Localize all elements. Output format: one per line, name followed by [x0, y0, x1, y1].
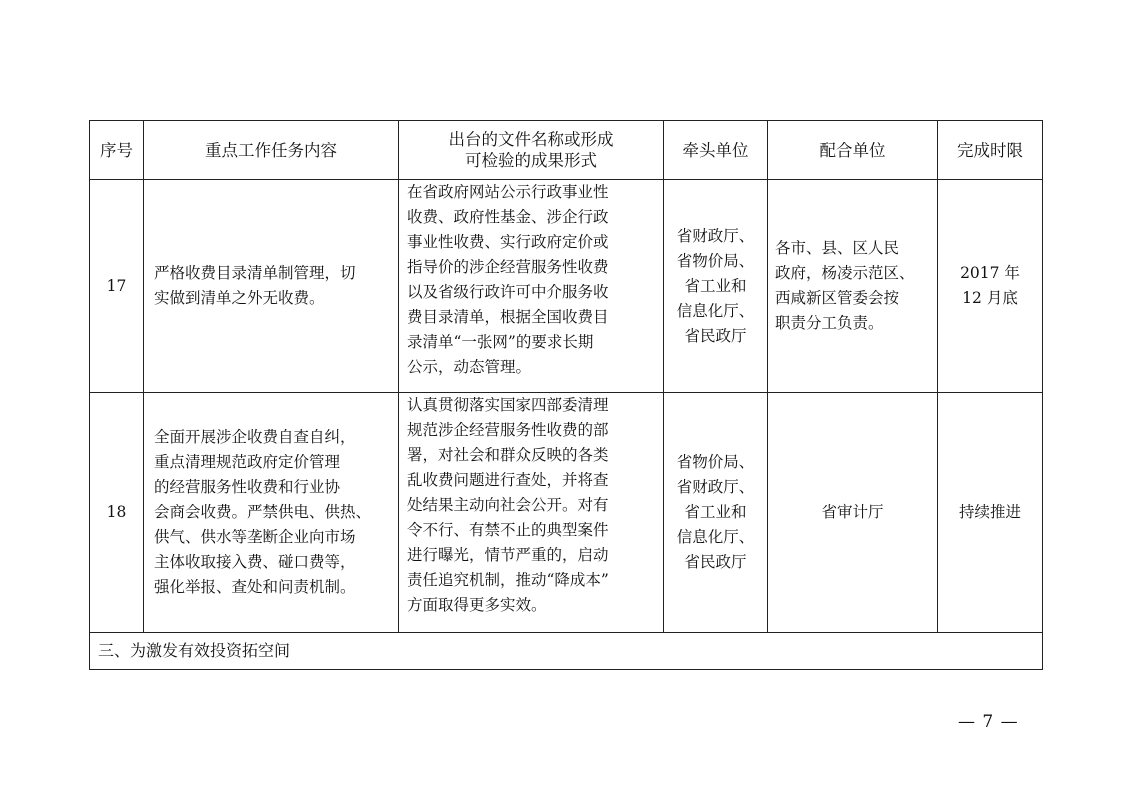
section-heading-row	[90, 633, 1043, 670]
section-heading: 三、为激发有效投资拓空间	[90, 633, 1043, 670]
page-number: — 7 —	[958, 712, 1019, 732]
header-deadline: 完成时限	[938, 121, 1043, 180]
row-number-cell: 18	[90, 393, 144, 633]
deliverable-cell: 认真贯彻落实国家四部委清理 规范涉企经营服务性收费的部 署，对社会和群众反映的各类 乱收费问题进行查处，并将查 处结果主动向社会公开。对有 令不行、有禁不止的典型案件 进行曝光，情节严重的，启动 责任追究机制，推动“降成本” 方面取得更多实效。	[399, 393, 664, 633]
task-content-cell: 全面开展涉企收费自查自纠， 重点清理规范政府定价管理 的经营服务性收费和行业协 会商会收费。严禁供电、供热、 供气、供水等垄断企业向市场 主体收取接入费、碰口费等， 强化举报、查处和问责机制。	[144, 393, 399, 633]
table-row	[90, 393, 1043, 633]
header-cooperating-unit: 配合单位	[768, 121, 938, 180]
header-task-content: 重点工作任务内容	[144, 121, 399, 180]
header-lead-unit: 牵头单位	[664, 121, 768, 180]
table-row	[90, 180, 1043, 393]
header-deliverable: 出台的文件名称或形成 可检验的成果形式	[399, 121, 664, 180]
table-header-row	[90, 121, 1043, 180]
header-serial-number: 序号	[90, 121, 144, 180]
deliverable-cell: 在省政府网站公示行政事业性 收费、政府性基金、涉企行政 事业性收费、实行政府定价或 指导价的涉企经营服务性收费 以及省级行政许可中介服务收 费目录清单，根据全国收费目 录清单“一张网”的要求长期 公示，动态管理。	[399, 180, 664, 393]
task-content-cell: 严格收费目录清单制管理，切 实做到清单之外无收费。	[144, 180, 399, 393]
row-number-cell: 17	[90, 180, 144, 393]
lead-unit-cell: 省财政厅、 省物价局、 省工业和 信息化厅、 省民政厅	[664, 180, 768, 393]
lead-unit-cell: 省物价局、 省财政厅、 省工业和 信息化厅、 省民政厅	[664, 393, 768, 633]
deadline-cell: 2017 年 12 月底	[938, 180, 1043, 393]
work-task-table	[89, 120, 1043, 670]
cooperating-unit-cell: 各市、县、区人民 政府，杨凌示范区、 西咸新区管委会按 职责分工负责。	[768, 180, 938, 393]
cooperating-unit-cell: 省审计厅	[768, 393, 938, 633]
deadline-cell: 持续推进	[938, 393, 1043, 633]
